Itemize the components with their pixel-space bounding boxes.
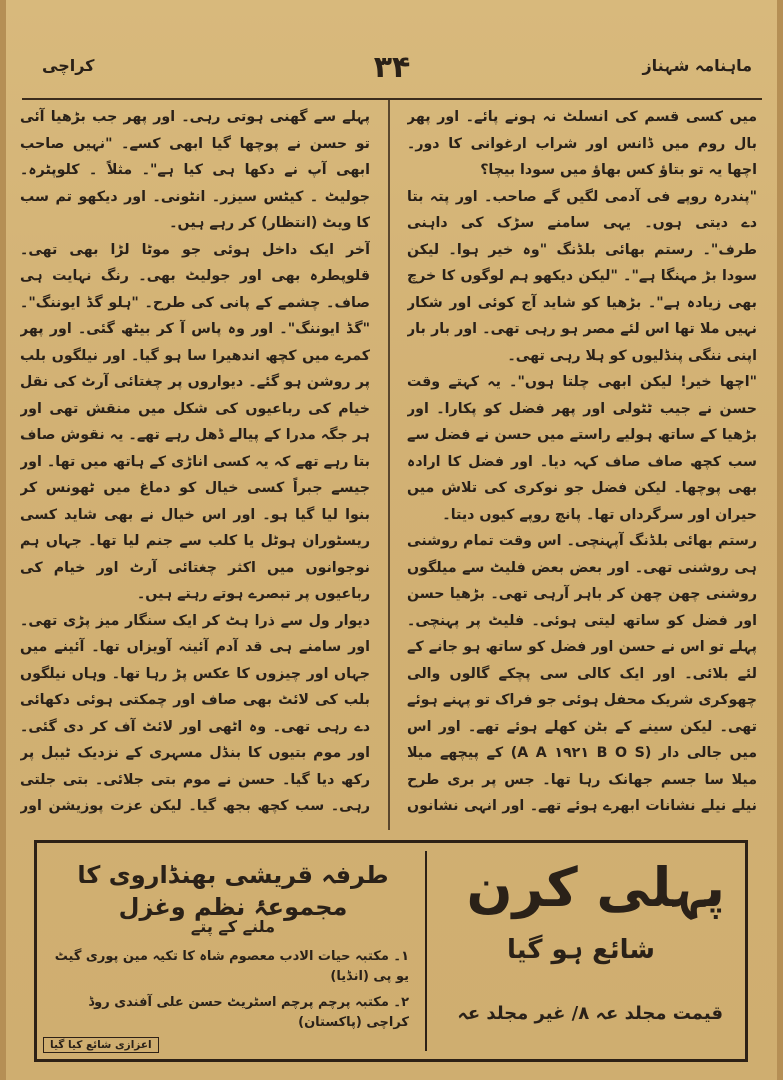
page-edge-right <box>777 0 783 1080</box>
paragraph: میں کسی قسم کی انسلٹ نہ ہونے پائے۔ اور پھر بال روم میں ڈانس اور شراب ارغوانی کا دور۔ اچھا یہ تو بتاؤ کس بھاؤ میں سودا بیچا؟ <box>407 109 757 178</box>
ad-divider <box>425 851 427 1051</box>
paragraph: "پندرہ روپے فی آدمی لگیں گے صاحب۔ اور پتہ بتا دے دیتی ہوں۔ یہی سامنے سڑک کی داہنی طرف"۔ رستم بھائی بلڈنگ "وہ خیر ہوا۔ لیکن سودا بڑ مہنگا ہے"۔ "لیکن دیکھو ہم لوگوں کا خرچ بھی زیادہ ہے"۔ بڑھیا کو شاید آج کوئی اور شکار نہیں ملا تھا اس لئے مصر ہو رہی تھی۔ اور بار بار اپنی ننگی پنڈلیوں کو ہلا رہی تھی۔ <box>407 188 757 364</box>
header-rule <box>22 98 762 100</box>
text-column-right <box>407 104 757 824</box>
page-header <box>22 52 762 96</box>
magazine-masthead: ماہنامہ شہناز <box>642 56 752 75</box>
paragraph: رستم بھائی بلڈنگ آپہنچی۔ اس وقت تمام روشنی ہی روشنی تھی۔ اور بعض بعض فلیٹ سے میلگوں روشنی چھن چھن کر باہر آرہی تھی۔ بڑھیا حسن اور فضل کو ساتھ لیتی ہوئی۔ فلیٹ پر پہنچی۔ پہلے تو اس نے حسن اور فضل کو ساتھ ہو جانے کے لئے بلائی۔ اور ایک کالی سی پچکے گالوں والی چھوکری شریک محفل ہوئی جو فراک تو پہنے ہوئے تھی۔ لیکن سینے کے بٹن کھلے ہوئے تھے۔ اور اس میں جالی دار (A A ۱۹۲۱ B O S) کے پیچھے میلا میلا سا جسم جھانک رہا تھا۔ جس پر بری طرح نیلے نیلے نشانات ابھرے ہوئے تھے۔ اور انہی نشانوں <box>407 533 757 814</box>
book-advertisement <box>34 840 748 1062</box>
ad-book-title: پہلی کرن <box>466 856 725 919</box>
ad-collection-title: طرفہ قریشی بھنڈاروی کا مجموعۂ نظم وغزل <box>77 861 389 921</box>
ad-price: قیمت مجلد عہ ۸/ غیر مجلد عہ <box>457 1003 723 1024</box>
page-number: ۳۴ <box>373 50 411 85</box>
header-city: کراچی <box>42 56 95 75</box>
paragraph: پہلے سے گھنی ہوتی رہی۔ اور پھر جب بڑھیا آئی تو حسن نے پوچھا گیا ابھی کسے۔ "نہیں صاحب ابھی آپ نے دکھا ہی کیا ہے"۔ مثلاً ۔ کلوپٹرہ۔ جولیٹ ۔ کیٹس سیزر۔ انٹونی۔ اور دیکھو تم سب کا ویٹ (انتظار) کر رہے ہیں۔ <box>20 109 370 231</box>
ad-available-from: ملنے کے پتے <box>190 917 275 936</box>
paragraph: "اچھا خیر! لیکن ابھی چلتا ہوں"۔ یہ کہتے وقت حسن نے جیب ٹٹولی اور پھر فضل کو پکارا۔ اور بڑھیا کے ساتھ ہولیے راستے میں حسن نے فضل سے سب کچھ صاف صاف کہہ دیا۔ اور فضل کا ارادہ بھی پوچھا۔ لیکن فضل جو نوکری کی تلاش میں حیران اور سرگرداں تھا۔ پانچ روپے کیوں دیتا۔ <box>407 374 757 523</box>
paragraph: آخر ایک داخل ہوئی جو موٹا لڑا بھی تھی۔ قلوپطرہ بھی اور جولیٹ بھی۔ رنگ نہایت ہی صاف۔ چشمے کے پانی کی طرح۔ "ہلو گڈ ایوننگ"۔ "گڈ ایوننگ"۔ اور وہ پاس آ کر بیٹھ گئی۔ اور پھر کمرے میں کچھ اندھیرا سا ہو گیا۔ اور نیلگوں بلب پر روشن ہو گئے۔ دیواروں پر چغتائی آرٹ کی نقل خیام کی رباعیوں کی شکل میں منقش تھی اور ہر جگہ مدرا کے پیالے ڈھل رہے تھے۔ یہ نقوش صاف بتا رہے تھے کہ یہ کسی اناڑی کے ہاتھ میں تھا۔ اور جیسے جبراً کسی خیال کو دماغ میں ٹھونس کر بنوا لیا گیا ہو۔ اور اس خیال نے بھی شاید کسی ریسٹوران ہوٹل یا کلب سے جنم لیا تھا۔ جہاں ہم نوجوانوں میں اکثر چغتائی آرٹ اور خیام کی رباعیوں پر تبصرے ہوتے رہتے ہیں۔ <box>20 241 370 602</box>
page-edge-left <box>0 0 6 1080</box>
ad-address-2: ۲۔ مکتبہ پرچم پرچم اسٹریٹ حسن علی آفندی روڈ کراچی (پاکستان) <box>88 995 409 1030</box>
ad-stamp: اعزازی شائع کیا گیا <box>43 1037 159 1053</box>
column-divider <box>388 100 390 830</box>
ad-published-note: شائع ہو گیا <box>507 935 655 965</box>
paragraph: دیوار ول سے ذرا ہٹ کر ایک سنگار میز پڑی تھی۔ اور سامنے ہی قد آدم آئینہ آویزاں تھا۔ آئینے میں جہاں اور چیزوں کا عکس پڑ رہا تھا۔ وہاں نیلگوں بلب کی لائٹ بھی صاف اور چمکتی ہوئی دکھائی دے رہی تھی۔ وہ اٹھی اور لائٹ آف کر دی گئی۔ اور موم بتیوں کا بنڈل مسہری کے نزدیک ٹیبل پر رکھ دیا گیا۔ حسن نے موم بتی جلائی۔ بتی جلتی رہی۔ سب کچھ بجھ گیا۔ لیکن عزت پوزیشن اور <box>20 612 370 814</box>
text-column-left <box>20 104 370 824</box>
ad-address-1: ۱۔ مکتبہ حیات الادب معصوم شاہ کا تکیہ مین پوری گیٹ یو پی (انڈیا) <box>54 949 409 984</box>
